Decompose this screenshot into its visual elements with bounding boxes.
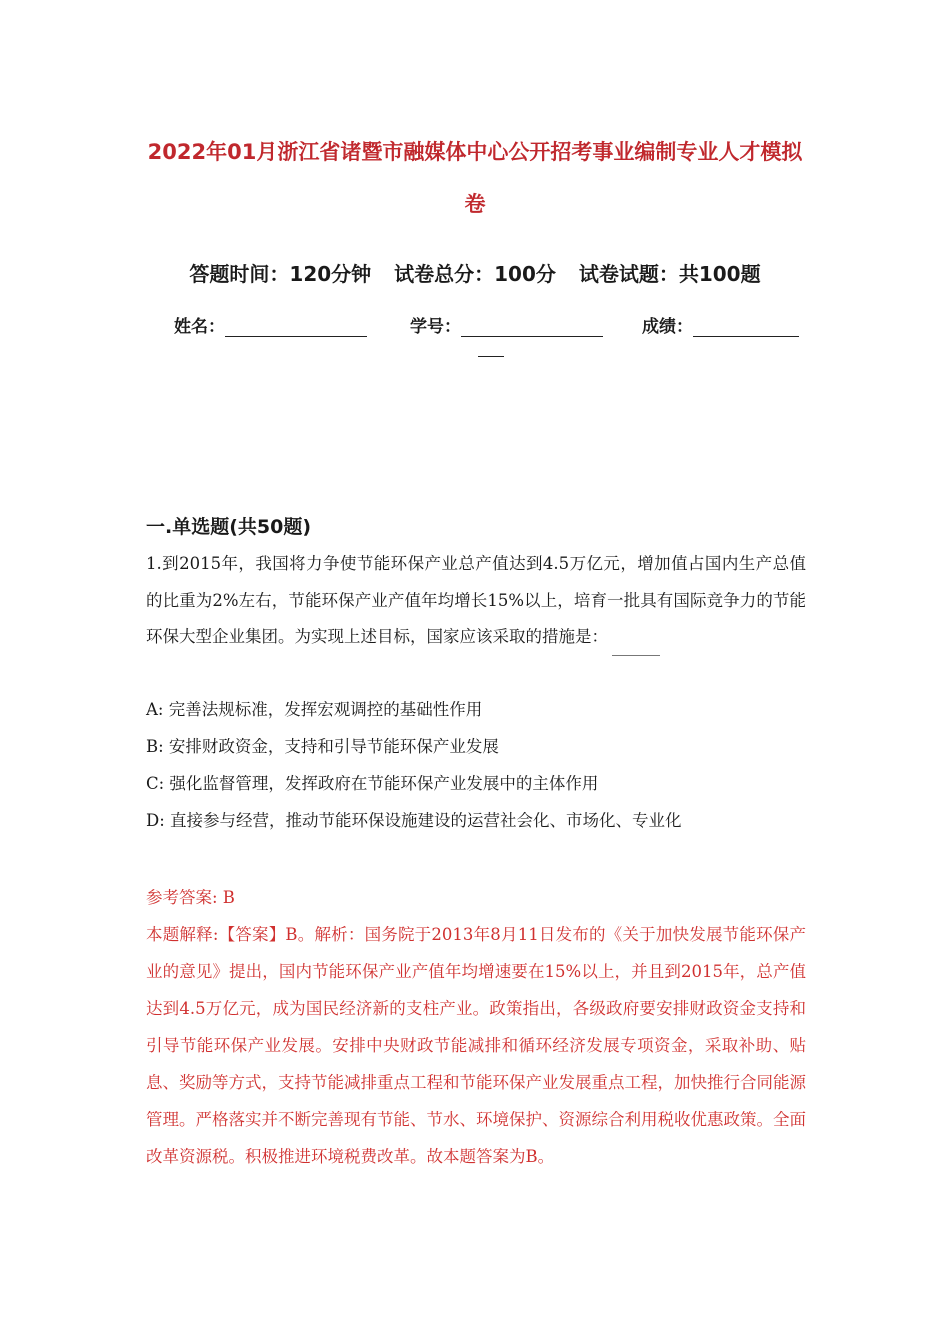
answer-blank: [612, 635, 660, 656]
reference-answer: 参考答案: B: [146, 888, 235, 907]
name-blank-line: [225, 318, 367, 337]
score-field: [642, 312, 799, 337]
explanation: 本题解释:【答案】B。解析：国务院于2013年8月11日发布的《关于加快发展节能环保产业的意见》提出，国内节能环保产业产值年均增速要在15%以上，并且到2015年，总产值达到4.5万亿元，成为国民经济新的支柱产业。政策指出，各级政府要安排财政资金支持和引导节能环保产业发展。安排中央财政节能减排和循环经济发展专项资金，采取补助、贴息、奖励等方式，支持节能减排重点工程和节能环保产业发展重点工程，加快推行合同能源管理。严格落实并不断完善现有节能、节水、环境保护、资源综合利用税收优惠政策。全面改革资源税。积极推进环境税费改革。故本题答案为B。: [146, 925, 806, 1166]
id-field: [410, 312, 603, 337]
score-label: 成绩：: [642, 317, 693, 337]
exam-meta: [140, 258, 810, 287]
exam-total-score: 试卷总分：100分: [394, 262, 556, 286]
exam-question-count: 试卷试题：共100题: [578, 262, 761, 286]
option-b: B: 安排财政资金，支持和引导节能环保产业发展: [146, 737, 499, 756]
name-field: [174, 312, 367, 337]
question-text: 1.到2015年，我国将力争使节能环保产业总产值达到4.5万亿元，增加值占国内生产总值的比重为2%左右，节能环保产业产值年均增长15%以上，培育一批具有国际竞争力的节能环保大型企业集团。为实现上述目标，国家应该采取的措施是：: [146, 554, 806, 646]
id-blank-line: [461, 318, 603, 337]
exam-time: 答题时间：120分钟: [189, 262, 372, 286]
section-title: 一.单选题(共50题): [146, 516, 312, 538]
page-title: 2022年01月浙江省诸暨市融媒体中心公开招考事业编制专业人才模拟卷: [147, 140, 803, 216]
name-label: 姓名：: [174, 317, 225, 337]
question-stem: [146, 546, 806, 656]
option-a: A: 完善法规标准，发挥宏观调控的基础性作用: [146, 700, 483, 719]
score-blank-line-continuation: [478, 356, 504, 357]
option-d: D: 直接参与经营，推动节能环保设施建设的运营社会化、市场化、专业化: [146, 811, 682, 830]
id-label: 学号：: [410, 317, 461, 337]
option-c: C: 强化监督管理，发挥政府在节能环保产业发展中的主体作用: [146, 774, 599, 793]
score-blank-line: [693, 318, 799, 337]
